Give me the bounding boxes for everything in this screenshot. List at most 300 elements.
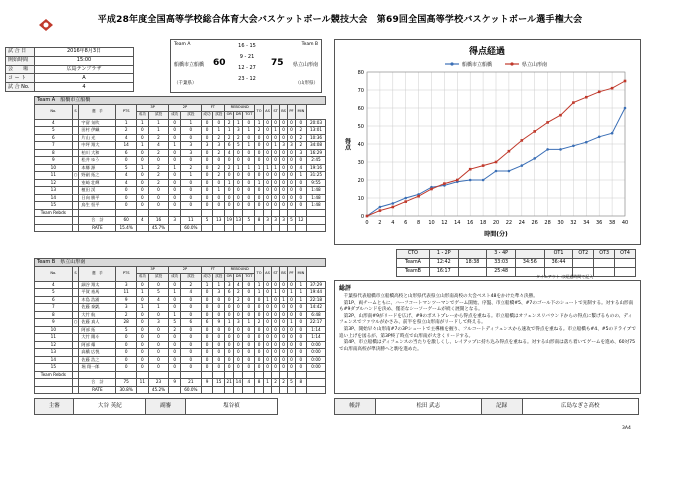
stat-cell: 0 xyxy=(148,311,169,319)
stat-cell: 0 xyxy=(243,202,255,210)
y-tick-label: 50 xyxy=(357,124,364,130)
stat-cell: 1 xyxy=(225,127,234,135)
stat-cell: 0 xyxy=(181,127,202,135)
column-subheader: 成功 xyxy=(201,274,213,282)
stat-cell: 田村 伊織 xyxy=(79,127,116,135)
stat-cell: 2 xyxy=(148,172,169,180)
stat-cell xyxy=(72,371,79,379)
stat-cell: 2:45 xyxy=(307,157,326,165)
stat-cell: 1 xyxy=(243,127,255,135)
column-subheader: 試投 xyxy=(148,112,169,120)
stat-cell: 0 xyxy=(280,202,288,210)
stat-cell: 3 xyxy=(148,319,169,327)
stat-cell: 0 xyxy=(263,334,271,342)
column-subheader: DR xyxy=(234,112,243,120)
stat-cell xyxy=(213,209,225,217)
stat-cell: 0 xyxy=(272,172,280,180)
stat-cell: 0 xyxy=(136,319,148,327)
stat-cell xyxy=(255,224,264,232)
stat-cell xyxy=(169,224,181,232)
stat-cell: ○ xyxy=(73,319,78,325)
stat-cell: 0 xyxy=(295,356,306,364)
stat-cell: 0 xyxy=(181,334,202,342)
stat-cell: 0 xyxy=(280,281,288,289)
stat-cell: 14 xyxy=(116,142,137,150)
stat-cell: 2 xyxy=(280,379,288,387)
stat-cell: 0 xyxy=(181,134,202,142)
stat-cell: 23 xyxy=(148,379,169,387)
recorder-label: 記録 xyxy=(481,399,522,415)
timeout-cell: OT2 xyxy=(573,250,594,259)
stat-cell: 5 xyxy=(169,319,181,327)
stat-cell: 5 xyxy=(234,142,243,150)
summary-box xyxy=(334,280,641,394)
stat-cell xyxy=(116,209,137,217)
x-tick-label: 14 xyxy=(454,220,461,226)
stat-cell: 0 xyxy=(148,187,169,195)
stat-cell: 3 xyxy=(272,217,280,225)
stat-cell: 0 xyxy=(288,127,296,135)
stat-cell: 0 xyxy=(201,356,213,364)
data-point xyxy=(559,114,562,117)
stat-cell: 0 xyxy=(225,157,234,165)
stat-cell: 0 xyxy=(225,356,234,364)
stat-cell: 3 xyxy=(263,217,271,225)
stat-cell: 2 xyxy=(116,127,137,135)
stat-cell: 14:42 xyxy=(307,304,326,312)
data-point xyxy=(392,202,395,205)
stat-cell: 0 xyxy=(201,149,213,157)
stat-cell: 21 xyxy=(181,379,202,387)
stat-cell: 0 xyxy=(213,356,225,364)
stat-cell xyxy=(72,326,79,334)
stat-cell xyxy=(272,371,280,379)
data-point xyxy=(611,132,614,135)
stat-cell: 0 xyxy=(243,289,255,297)
data-point xyxy=(482,164,485,167)
recorder-value: 広島なぎさ高校 xyxy=(522,399,638,415)
stat-cell: 堀 翔一郎 xyxy=(79,364,116,372)
column-subheader: TOT xyxy=(243,112,255,120)
stat-cell xyxy=(72,224,79,232)
stat-cell: 0 xyxy=(234,187,243,195)
page-label: 3A4 xyxy=(622,426,631,431)
stat-cell: 0 xyxy=(280,194,288,202)
stat-cell: 0 xyxy=(213,157,225,165)
data-point xyxy=(585,141,588,144)
stat-cell: 8 xyxy=(35,149,73,157)
stat-cell: 0 xyxy=(225,326,234,334)
stat-cell: 9 xyxy=(35,319,73,327)
stat-cell: 0 xyxy=(181,202,202,210)
data-point xyxy=(533,130,536,133)
stat-cell xyxy=(72,209,79,217)
stat-cell: 2 xyxy=(181,164,202,172)
stat-cell: 1 xyxy=(280,296,288,304)
stat-cell: 0 xyxy=(148,194,169,202)
stat-cell: 2 xyxy=(295,127,306,135)
x-tick-label: 36 xyxy=(596,220,603,226)
stat-cell xyxy=(72,194,79,202)
tournament-logo xyxy=(38,18,54,32)
stat-cell: 0 xyxy=(295,364,306,372)
stat-cell: 0 xyxy=(136,179,148,187)
stat-cell xyxy=(72,164,79,172)
player-row xyxy=(35,304,326,312)
info-value: 2016年8月3日 xyxy=(35,48,134,57)
stat-cell: 1 xyxy=(255,281,264,289)
stat-cell: 0 xyxy=(288,134,296,142)
stat-cell: 2 xyxy=(148,179,169,187)
stat-cell: 0 xyxy=(272,134,280,142)
stat-cell: 0 xyxy=(255,304,264,312)
stat-cell: 0:00 xyxy=(307,349,326,357)
stat-cell: 0 xyxy=(116,194,137,202)
stat-cell: 0 xyxy=(136,202,148,210)
stat-cell: 0 xyxy=(225,364,234,372)
stat-cell: 60.0% xyxy=(181,224,202,232)
stat-cell: 10 xyxy=(35,326,73,334)
data-point xyxy=(366,215,369,218)
stat-cell: 0 xyxy=(136,311,148,319)
timeout-cell: 16:17 xyxy=(429,268,458,277)
column-subheader: DR xyxy=(234,274,243,282)
stat-cell: 3 xyxy=(181,142,202,150)
timeout-cell: 25:48 xyxy=(487,268,516,277)
stat-cell: 2 xyxy=(169,326,181,334)
stat-cell xyxy=(307,379,326,387)
stat-cell: 1:14 xyxy=(307,326,326,334)
stat-cell xyxy=(72,341,79,349)
stat-cell xyxy=(72,119,79,127)
team-a-boxscore xyxy=(34,96,326,232)
timeout-cell xyxy=(594,268,615,277)
stat-cell: 0 xyxy=(255,311,264,319)
stat-cell xyxy=(272,386,280,394)
stat-cell: 0 xyxy=(213,349,225,357)
stat-cell xyxy=(72,127,79,135)
stat-cell: 12 xyxy=(35,341,73,349)
stat-cell xyxy=(136,224,148,232)
stat-cell: 0 xyxy=(263,157,271,165)
stat-cell: 0 xyxy=(136,326,148,334)
stat-cell: 0 xyxy=(280,127,288,135)
stat-cell: 1 xyxy=(213,127,225,135)
column-header: BS xyxy=(280,104,288,119)
stat-cell xyxy=(272,224,280,232)
player-row xyxy=(35,142,326,150)
stat-cell: 0 xyxy=(288,202,296,210)
stat-cell: 8 xyxy=(35,311,73,319)
stat-cell: 0 xyxy=(295,319,306,327)
stat-cell: 3 xyxy=(213,142,225,150)
team-a-name: 船橋市立船橋 xyxy=(174,62,205,68)
stat-cell xyxy=(72,379,79,387)
stat-cell xyxy=(136,386,148,394)
column-header: 2P xyxy=(169,104,201,112)
stat-cell xyxy=(201,386,213,394)
stat-cell: 0 xyxy=(255,194,264,202)
stat-cell: 0 xyxy=(148,356,169,364)
stat-cell: 12 xyxy=(295,217,306,225)
stat-cell xyxy=(72,217,79,225)
stat-cell: 0 xyxy=(116,349,137,357)
stat-cell: 0 xyxy=(116,341,137,349)
stat-cell xyxy=(288,224,296,232)
stat-cell: 6 xyxy=(225,289,234,297)
legend-marker xyxy=(450,62,453,65)
stat-cell: 0 xyxy=(116,334,137,342)
stat-cell: 2 xyxy=(181,281,202,289)
column-header: PF xyxy=(288,266,296,281)
stat-cell: 0 xyxy=(213,179,225,187)
stat-cell: 片山 光 xyxy=(79,134,116,142)
stat-cell: 0 xyxy=(280,356,288,364)
column-header: AS xyxy=(263,104,271,119)
stat-cell: 5 xyxy=(148,289,169,297)
stat-cell: 5 xyxy=(288,379,296,387)
stat-cell xyxy=(272,209,280,217)
stat-cell: 0 xyxy=(280,341,288,349)
stat-cell: 8 xyxy=(295,379,306,387)
stat-cell: 0 xyxy=(136,127,148,135)
column-header: ST xyxy=(272,104,280,119)
stat-cell xyxy=(263,209,271,217)
stat-cell xyxy=(255,209,264,217)
stat-cell: 合 計 xyxy=(79,379,116,387)
column-subheader: 試投 xyxy=(181,112,202,120)
stat-cell: 0:00 xyxy=(307,341,326,349)
stat-cell: 0 xyxy=(280,187,288,195)
stat-cell: 0 xyxy=(288,341,296,349)
stat-cell: 0 xyxy=(255,364,264,372)
team-rebounds-row xyxy=(35,209,326,217)
data-point xyxy=(443,182,446,185)
stat-cell: 4 xyxy=(116,134,137,142)
stat-cell: 1 xyxy=(136,304,148,312)
player-row xyxy=(35,149,326,157)
stat-cell: 4 xyxy=(35,119,73,127)
stat-cell: 0 xyxy=(181,296,202,304)
stat-cell: 0 xyxy=(263,179,271,187)
stat-cell: 13:01 xyxy=(307,127,326,135)
legend-marker xyxy=(510,62,513,65)
stat-cell: 1 xyxy=(243,164,255,172)
stat-cell: 9 xyxy=(116,296,137,304)
stat-cell: 植田 渓 xyxy=(79,187,116,195)
stat-cell: 0 xyxy=(201,311,213,319)
info-key: 試 合 日 xyxy=(6,48,35,57)
x-tick-label: 22 xyxy=(505,220,513,226)
column-subheader: 成功 xyxy=(136,274,148,282)
stat-cell: 0 xyxy=(280,364,288,372)
stat-cell: 1 xyxy=(136,164,148,172)
x-tick-label: 34 xyxy=(583,220,590,226)
stat-cell: 大竹 陽斗 xyxy=(79,334,116,342)
stat-cell: 22:17 xyxy=(307,319,326,327)
column-subheader: 成功 xyxy=(136,112,148,120)
stat-cell: 0 xyxy=(295,341,306,349)
stat-cell xyxy=(72,334,79,342)
stat-cell xyxy=(72,157,79,165)
stat-cell: 3 xyxy=(288,142,296,150)
stat-cell: 0 xyxy=(225,349,234,357)
data-point xyxy=(495,170,498,173)
stat-cell: 0 xyxy=(181,349,202,357)
data-point xyxy=(598,136,601,139)
stat-cell: 0 xyxy=(255,341,264,349)
stat-cell xyxy=(307,224,326,232)
stat-cell: 5 xyxy=(288,217,296,225)
stat-cell: 14 xyxy=(35,356,73,364)
stat-cell: 45.7% xyxy=(148,224,169,232)
stat-cell: 0 xyxy=(225,334,234,342)
stat-cell: 4 xyxy=(35,281,73,289)
stat-cell: 0 xyxy=(148,281,169,289)
stat-cell: 5 xyxy=(35,289,73,297)
column-header: ST xyxy=(272,266,280,281)
stat-cell: 2 xyxy=(213,134,225,142)
timeout-note: タイムアウト は経過時間で記入 xyxy=(536,274,594,279)
stat-cell: 2 xyxy=(148,149,169,157)
stat-cell: 0 xyxy=(295,157,306,165)
stat-cell: 0 xyxy=(136,157,148,165)
stat-cell: 1 xyxy=(272,127,280,135)
stat-cell: 2 xyxy=(295,134,306,142)
data-point xyxy=(559,148,562,151)
timeout-row-a xyxy=(397,259,636,268)
stat-cell: 0 xyxy=(272,364,280,372)
summary-text xyxy=(335,294,640,353)
stat-cell: 0:00 xyxy=(307,356,326,364)
stat-cell: 0 xyxy=(263,289,271,297)
stat-cell: 3 xyxy=(280,142,288,150)
stat-cell xyxy=(35,217,73,225)
stat-cell: 0 xyxy=(148,334,169,342)
stat-cell: 0 xyxy=(295,187,306,195)
stat-cell: 4 xyxy=(295,164,306,172)
stat-cell xyxy=(72,134,79,142)
stat-cell: 45.2% xyxy=(148,386,169,394)
stat-cell: 0 xyxy=(181,364,202,372)
stat-cell: 宇留 気吹 xyxy=(79,119,116,127)
info-value: A xyxy=(35,74,134,83)
stat-cell: 0 xyxy=(225,311,234,319)
stat-cell: 1 xyxy=(255,289,264,297)
timeout-cell: 36:44 xyxy=(544,259,573,268)
stat-cell: 0 xyxy=(288,194,296,202)
y-tick-label: 30 xyxy=(357,160,364,166)
stat-cell: 0 xyxy=(263,341,271,349)
data-point xyxy=(572,101,575,104)
column-header: PF xyxy=(288,104,296,119)
data-point xyxy=(624,107,627,110)
player-row xyxy=(35,341,326,349)
timeout-cell: TeamB xyxy=(397,268,430,277)
stat-cell: 11 xyxy=(35,334,73,342)
stat-cell: 0 xyxy=(181,341,202,349)
stat-cell: 3 xyxy=(213,289,225,297)
stat-cell: 0 xyxy=(288,119,296,127)
stat-cell xyxy=(234,386,243,394)
stat-cell: 1 xyxy=(295,289,306,297)
stat-cell: 0 xyxy=(263,356,271,364)
stat-cell: 0 xyxy=(243,119,255,127)
stat-cell: 0 xyxy=(255,202,264,210)
quarter-scores xyxy=(229,43,265,87)
stat-cell: 6 xyxy=(35,296,73,304)
team-header-row xyxy=(35,259,326,267)
stat-cell: 0 xyxy=(201,127,213,135)
column-header: MIN xyxy=(295,104,306,119)
stat-cell xyxy=(72,179,79,187)
stat-cell: 60 xyxy=(116,217,137,225)
team-header: Team B 県立山形南 xyxy=(35,259,326,267)
player-row xyxy=(35,179,326,187)
stat-cell: 0 xyxy=(280,134,288,142)
stat-cell: 0 xyxy=(116,356,137,364)
stat-cell xyxy=(234,209,243,217)
data-point xyxy=(404,197,407,200)
stat-cell: 0 xyxy=(280,119,288,127)
stat-cell: 1 xyxy=(263,379,271,387)
stat-cell: 2 xyxy=(272,379,280,387)
stat-cell: 3 xyxy=(295,149,306,157)
stat-cell: 0 xyxy=(263,311,271,319)
game-info-table xyxy=(5,47,134,92)
info-value: 広島テンプラザ xyxy=(35,65,134,74)
stat-cell: 0 xyxy=(169,304,181,312)
stat-cell: 0 xyxy=(243,194,255,202)
stat-cell: 0 xyxy=(181,179,202,187)
stat-cell: 4 xyxy=(148,296,169,304)
stat-cell: 0 xyxy=(201,296,213,304)
stat-cell: 1 xyxy=(148,119,169,127)
stat-cell: 2 xyxy=(148,134,169,142)
stat-cell: 0 xyxy=(169,341,181,349)
stat-cell: 大竹 航 xyxy=(79,311,116,319)
stat-cell: 0 xyxy=(243,364,255,372)
stat-cell: 0 xyxy=(288,356,296,364)
stat-cell: 0 xyxy=(243,172,255,180)
stat-cell: 0 xyxy=(225,172,234,180)
stat-cell: 0 xyxy=(201,202,213,210)
stat-cell: 0 xyxy=(201,179,213,187)
stat-cell: 0 xyxy=(116,157,137,165)
stat-cell: 0 xyxy=(116,202,137,210)
y-tick-label: 20 xyxy=(357,178,364,184)
timeout-cell: 33:03 xyxy=(487,259,516,268)
stat-cell xyxy=(169,371,181,379)
stat-cell: 0 xyxy=(288,304,296,312)
stat-cell: 15 xyxy=(35,364,73,372)
stat-cell: 0 xyxy=(148,202,169,210)
stat-cell: 0 xyxy=(201,334,213,342)
stat-cell: 1 xyxy=(181,119,202,127)
stat-cell: 6 xyxy=(201,319,213,327)
column-subheader: 試投 xyxy=(213,112,225,120)
stat-cell: 0 xyxy=(225,194,234,202)
stat-cell: 0 xyxy=(243,349,255,357)
team-a-total: 60 xyxy=(213,58,226,68)
stat-cell: 0 xyxy=(234,179,243,187)
stat-cell: 2 xyxy=(213,164,225,172)
stat-cell: 0 xyxy=(213,119,225,127)
stat-cell xyxy=(201,371,213,379)
stat-cell: 2 xyxy=(116,311,137,319)
data-point xyxy=(469,179,472,182)
stat-cell: 1 xyxy=(288,319,296,327)
